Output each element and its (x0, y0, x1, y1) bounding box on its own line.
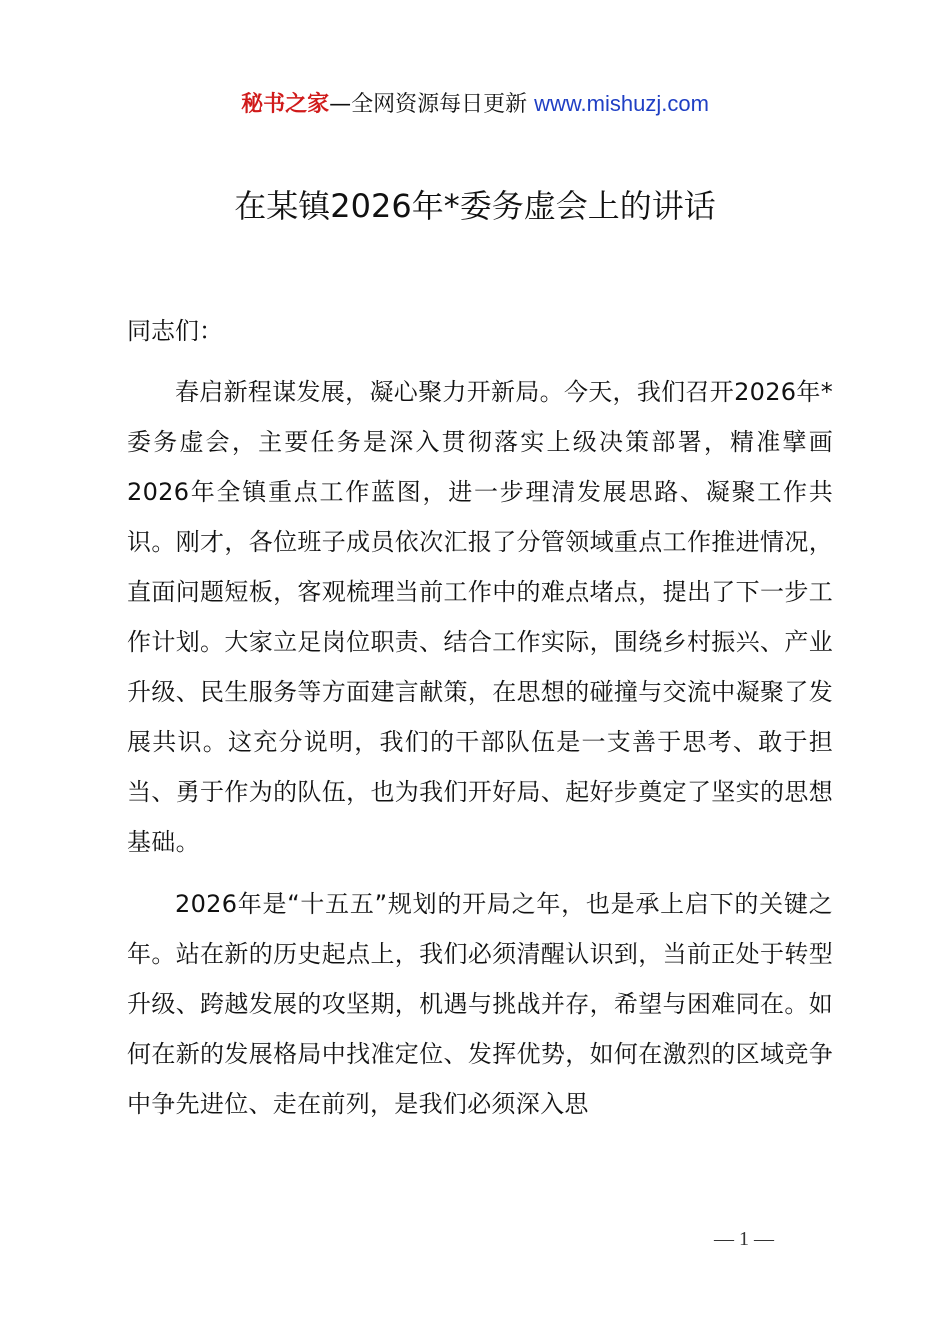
site-url-link[interactable]: www.mishuzj.com (534, 91, 709, 116)
header-tagline: —全网资源每日更新 (329, 92, 535, 117)
salutation: 同志们： (127, 317, 223, 345)
page-number: — 1 — (714, 1228, 774, 1250)
brand-name: 秘书之家 (241, 92, 330, 117)
document-title: 在某镇2026年*委务虚会上的讲话 (234, 187, 716, 225)
body-paragraph-2: 2026年是“十五五”规划的开局之年，也是承上启下的关键之年。站在新的历史起点上，我们必须清醒认识到，当前正处于转型升级、跨越发展的攻坚期，机遇与挑战并存，希望与困难同在。如何在新的发展格局中找准定位、发挥优势，如何在激烈的区域竞争中争先进位、走在前列，是我们必须深入思 (127, 890, 833, 1118)
body-paragraph-1: 春启新程谋发展，凝心聚力开新局。今天，我们召开2026年*委务虚会，主要任务是深入贯彻落实上级决策部署，精准擘画2026年全镇重点工作蓝图，进一步理清发展思路、凝聚工作共识。刚才，各位班子成员依次汇报了分管领域重点工作推进情况，直面问题短板，客观梳理当前工作中的难点堵点，提出了下一步工作计划。大家立足岗位职责、结合工作实际，围绕乡村振兴、产业升级、民生服务等方面建言献策，在思想的碰撞与交流中凝聚了发展共识。这充分说明，我们的干部队伍是一支善于思考、敢于担当、勇于作为的队伍，也为我们开好局、起好步奠定了坚实的思想基础。 (127, 378, 833, 856)
site-header (0, 88, 950, 121)
